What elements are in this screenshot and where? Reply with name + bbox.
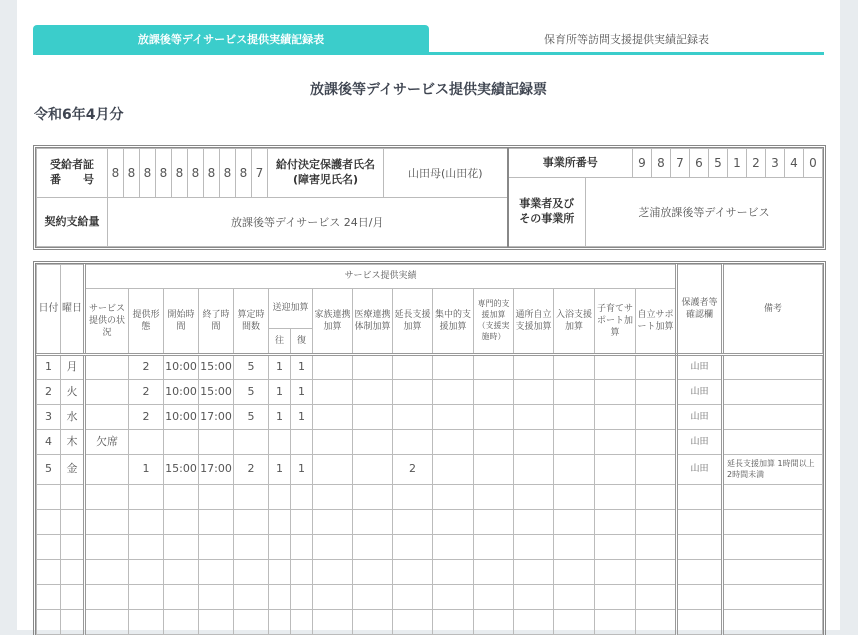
cell-start: 10:00: [164, 380, 199, 405]
cell-end: [199, 560, 234, 585]
cell-indepday: [514, 610, 554, 635]
cell-stamp: [677, 510, 723, 535]
cell-medical: [353, 510, 393, 535]
header-medical-addition: 医療連携体制加算: [353, 289, 393, 355]
cell-remarks: [723, 585, 823, 610]
header-childcare-addition: 子育てサポート加算: [595, 289, 636, 355]
cell-child: [595, 430, 636, 455]
cell-go: 1: [269, 405, 291, 430]
cell-bath: [554, 535, 595, 560]
header-transport-go: 往: [269, 329, 291, 355]
cell-child: [595, 585, 636, 610]
cell-start: [164, 560, 199, 585]
cell-medical: [353, 455, 393, 485]
cell-hours: [234, 535, 269, 560]
cell-stamp: 山田: [677, 405, 723, 430]
cell-hours: [234, 485, 269, 510]
cell-go: [269, 610, 291, 635]
cell-indep: [636, 485, 677, 510]
cell-stamp: [677, 610, 723, 635]
cell-indepday: [514, 485, 554, 510]
office-digit: 8: [652, 149, 671, 178]
cell-intensive: [433, 355, 474, 380]
cell-form: [129, 535, 164, 560]
cell-special: [474, 355, 514, 380]
table-row: [37, 380, 823, 405]
cell-back: 1: [291, 405, 313, 430]
cell-special: [474, 535, 514, 560]
provider-label: 事業者及び その事業所: [508, 178, 586, 247]
cell-special: [474, 430, 514, 455]
cell-back: 1: [291, 455, 313, 485]
cell-special: [474, 560, 514, 585]
cell-stamp: [677, 585, 723, 610]
header-independence-addition: 自立サポート加算: [636, 289, 677, 355]
cell-hours: 5: [234, 380, 269, 405]
cell-intensive: [433, 560, 474, 585]
cell-family: [313, 485, 353, 510]
cell-indep: [636, 610, 677, 635]
cell-status: [85, 380, 129, 405]
cell-end: 15:00: [199, 380, 234, 405]
cell-indepday: [514, 405, 554, 430]
office-number-label: 事業所番号: [508, 149, 633, 178]
cell-status: [85, 405, 129, 430]
cell-hours: [234, 585, 269, 610]
cell-hours: [234, 560, 269, 585]
cell-extend: [393, 485, 433, 510]
cell-remarks: [723, 560, 823, 585]
cell-child: [595, 405, 636, 430]
cell-start: 10:00: [164, 405, 199, 430]
office-digit: 4: [785, 149, 804, 178]
header-extension-addition: 延長支援加算: [393, 289, 433, 355]
info-table: [36, 148, 823, 247]
table-row: [37, 510, 823, 535]
recipient-digit: 8: [236, 149, 252, 198]
cell-end: 15:00: [199, 355, 234, 380]
cell-date: [37, 510, 61, 535]
cell-child: [595, 510, 636, 535]
recipient-digit: 7: [252, 149, 268, 198]
cell-family: [313, 380, 353, 405]
recipient-number-label: 受給者証 番 号: [37, 149, 108, 198]
recipient-digit: 8: [124, 149, 140, 198]
cell-intensive: [433, 455, 474, 485]
cell-go: [269, 585, 291, 610]
cell-remarks: [723, 405, 823, 430]
cell-medical: [353, 405, 393, 430]
cell-status: [85, 610, 129, 635]
header-transport: 送迎加算: [269, 289, 313, 329]
cell-dow: 木: [61, 430, 85, 455]
cell-child: [595, 610, 636, 635]
cell-special: [474, 380, 514, 405]
cell-dow: [61, 485, 85, 510]
cell-end: [199, 585, 234, 610]
header-transport-back: 復: [291, 329, 313, 355]
recipient-digit: 8: [220, 149, 236, 198]
cell-indep: [636, 560, 677, 585]
cell-end: [199, 485, 234, 510]
cell-child: [595, 355, 636, 380]
cell-go: [269, 510, 291, 535]
cell-indepday: [514, 510, 554, 535]
cell-extend: [393, 535, 433, 560]
office-digit: 2: [747, 149, 766, 178]
header-bath-addition: 入浴支援加算: [554, 289, 595, 355]
header-independence-day-addition: 通所自立支援加算: [514, 289, 554, 355]
provider-value: 芝浦放課後等デイサービス: [586, 178, 823, 247]
cell-family: [313, 510, 353, 535]
cell-medical: [353, 610, 393, 635]
cell-date: 3: [37, 405, 61, 430]
header-calc-hours: 算定時間数: [234, 289, 269, 355]
header-specialized-addition: 専門的支援加算（支援実施時）: [474, 289, 514, 355]
header-service-status: サービス提供の状況: [85, 289, 129, 355]
cell-go: [269, 485, 291, 510]
cell-extend: [393, 585, 433, 610]
cell-child: [595, 380, 636, 405]
cell-intensive: [433, 405, 474, 430]
cell-start: [164, 510, 199, 535]
cell-extend: 2: [393, 455, 433, 485]
cell-remarks: [723, 380, 823, 405]
cell-stamp: 山田: [677, 430, 723, 455]
cell-hours: 2: [234, 455, 269, 485]
cell-start: 10:00: [164, 355, 199, 380]
cell-back: [291, 585, 313, 610]
cell-medical: [353, 485, 393, 510]
header-service-form: 提供形態: [129, 289, 164, 355]
header-intensive-addition: 集中的支援加算: [433, 289, 474, 355]
cell-child: [595, 535, 636, 560]
cell-start: 15:00: [164, 455, 199, 485]
cell-indep: [636, 405, 677, 430]
cell-bath: [554, 610, 595, 635]
cell-date: [37, 535, 61, 560]
cell-medical: [353, 430, 393, 455]
cell-family: [313, 405, 353, 430]
header-service-record-group: サービス提供実績: [85, 265, 677, 289]
cell-indep: [636, 355, 677, 380]
cell-extend: [393, 355, 433, 380]
header-start-time: 開始時間: [164, 289, 199, 355]
cell-intensive: [433, 485, 474, 510]
cell-hours: 5: [234, 355, 269, 380]
office-digit: 7: [671, 149, 690, 178]
office-digit: 0: [804, 149, 823, 178]
cell-end: [199, 510, 234, 535]
cell-form: 1: [129, 455, 164, 485]
cell-stamp: [677, 560, 723, 585]
cell-end: [199, 535, 234, 560]
cell-medical: [353, 380, 393, 405]
cell-intensive: [433, 535, 474, 560]
cell-date: [37, 585, 61, 610]
cell-extend: [393, 380, 433, 405]
cell-family: [313, 585, 353, 610]
cell-dow: [61, 535, 85, 560]
cell-dow: 月: [61, 355, 85, 380]
cell-special: [474, 405, 514, 430]
cell-date: 4: [37, 430, 61, 455]
header-remarks: 備考: [723, 265, 823, 355]
cell-indep: [636, 510, 677, 535]
cell-form: [129, 610, 164, 635]
cell-indepday: [514, 560, 554, 585]
cell-intensive: [433, 510, 474, 535]
cell-status: [85, 355, 129, 380]
cell-date: [37, 560, 61, 585]
tab-bar: [33, 25, 824, 55]
cell-family: [313, 535, 353, 560]
recipient-digit: 8: [204, 149, 220, 198]
cell-form: [129, 585, 164, 610]
cell-hours: [234, 430, 269, 455]
header-family-addition: 家族連携加算: [313, 289, 353, 355]
cell-end: [199, 610, 234, 635]
recipient-digit: 8: [156, 149, 172, 198]
table-row: [37, 455, 823, 485]
recipient-digit: 8: [172, 149, 188, 198]
table-row: [37, 405, 823, 430]
cell-bath: [554, 430, 595, 455]
cell-bath: [554, 380, 595, 405]
cell-medical: [353, 355, 393, 380]
cell-dow: 金: [61, 455, 85, 485]
cell-child: [595, 485, 636, 510]
cell-dow: [61, 560, 85, 585]
cell-indep: [636, 455, 677, 485]
cell-start: [164, 585, 199, 610]
table-row: [37, 535, 823, 560]
cell-start: [164, 610, 199, 635]
cell-medical: [353, 585, 393, 610]
cell-dow: 火: [61, 380, 85, 405]
cell-form: 2: [129, 380, 164, 405]
cell-form: [129, 485, 164, 510]
cell-remarks: [723, 535, 823, 560]
cell-indepday: [514, 585, 554, 610]
recipient-digit: 8: [140, 149, 156, 198]
tab-after-school-record[interactable]: 放課後等デイサービス提供実績記録表: [33, 25, 429, 52]
cell-date: 1: [37, 355, 61, 380]
service-record-table: [36, 264, 823, 635]
cell-indepday: [514, 430, 554, 455]
cell-status: [85, 455, 129, 485]
cell-date: 5: [37, 455, 61, 485]
cell-date: [37, 485, 61, 510]
tab-nursery-visit-record[interactable]: 保育所等訪問支援提供実績記録表: [544, 32, 709, 46]
cell-child: [595, 560, 636, 585]
cell-go: 1: [269, 380, 291, 405]
cell-start: [164, 535, 199, 560]
header-date: 日付: [37, 265, 61, 355]
cell-stamp: [677, 485, 723, 510]
cell-bath: [554, 585, 595, 610]
cell-medical: [353, 535, 393, 560]
cell-remarks: [723, 610, 823, 635]
table-row: [37, 485, 823, 510]
cell-form: [129, 560, 164, 585]
contract-amount-label: 契約支給量: [37, 198, 108, 247]
cell-remarks: [723, 355, 823, 380]
recipient-digit: 8: [108, 149, 124, 198]
cell-indepday: [514, 455, 554, 485]
cell-back: 1: [291, 380, 313, 405]
cell-extend: [393, 430, 433, 455]
office-digit: 5: [709, 149, 728, 178]
cell-stamp: [677, 535, 723, 560]
cell-extend: [393, 610, 433, 635]
cell-status: [85, 510, 129, 535]
cell-form: 2: [129, 405, 164, 430]
cell-stamp: 山田: [677, 455, 723, 485]
header-end-time: 終了時間: [199, 289, 234, 355]
cell-special: [474, 510, 514, 535]
cell-child: [595, 455, 636, 485]
cell-special: [474, 455, 514, 485]
cell-back: [291, 535, 313, 560]
cell-hours: [234, 610, 269, 635]
cell-bath: [554, 355, 595, 380]
cell-end: 17:00: [199, 455, 234, 485]
cell-status: [85, 535, 129, 560]
cell-form: [129, 510, 164, 535]
cell-status: [85, 585, 129, 610]
cell-remarks: [723, 485, 823, 510]
recipient-digit: 8: [188, 149, 204, 198]
guardian-name-value: 山田母(山田花): [384, 149, 508, 198]
cell-intensive: [433, 610, 474, 635]
cell-go: [269, 430, 291, 455]
cell-family: [313, 610, 353, 635]
guardian-name-label: 給付決定保護者氏名 (障害児氏名): [268, 149, 384, 198]
cell-dow: [61, 610, 85, 635]
office-digit: 1: [728, 149, 747, 178]
cell-date: [37, 610, 61, 635]
table-row: [37, 610, 823, 635]
cell-go: 1: [269, 455, 291, 485]
table-row: [37, 355, 823, 380]
cell-start: [164, 430, 199, 455]
cell-dow: [61, 585, 85, 610]
cell-hours: 5: [234, 405, 269, 430]
office-digit: 6: [690, 149, 709, 178]
cell-back: [291, 485, 313, 510]
cell-stamp: 山田: [677, 380, 723, 405]
month-label: 令和6年4月分: [34, 107, 124, 123]
header-guardian-confirm: 保護者等確認欄: [677, 265, 723, 355]
cell-bath: [554, 405, 595, 430]
cell-bath: [554, 485, 595, 510]
cell-form: 2: [129, 355, 164, 380]
cell-family: [313, 355, 353, 380]
cell-end: 17:00: [199, 405, 234, 430]
cell-extend: [393, 405, 433, 430]
cell-remarks: 延長支援加算 1時間以上2時間未満: [723, 455, 823, 485]
table-row: [37, 585, 823, 610]
cell-back: [291, 610, 313, 635]
record-rows: [37, 355, 823, 635]
cell-intensive: [433, 380, 474, 405]
cell-status: [85, 560, 129, 585]
cell-back: 1: [291, 355, 313, 380]
cell-bath: [554, 455, 595, 485]
cell-back: [291, 430, 313, 455]
cell-extend: [393, 510, 433, 535]
cell-family: [313, 560, 353, 585]
cell-indep: [636, 535, 677, 560]
cell-dow: 水: [61, 405, 85, 430]
cell-go: [269, 560, 291, 585]
cell-indepday: [514, 355, 554, 380]
header-day-of-week: 曜日: [61, 265, 85, 355]
contract-amount-value: 放課後等デイサービス 24日/月: [108, 198, 508, 247]
cell-intensive: [433, 585, 474, 610]
cell-date: 2: [37, 380, 61, 405]
cell-indep: [636, 585, 677, 610]
cell-extend: [393, 560, 433, 585]
cell-status: [85, 485, 129, 510]
cell-special: [474, 585, 514, 610]
cell-indepday: [514, 535, 554, 560]
cell-family: [313, 430, 353, 455]
office-digit: 3: [766, 149, 785, 178]
cell-family: [313, 455, 353, 485]
cell-back: [291, 560, 313, 585]
table-row: [37, 560, 823, 585]
cell-go: [269, 535, 291, 560]
cell-go: 1: [269, 355, 291, 380]
cell-remarks: [723, 510, 823, 535]
cell-indep: [636, 380, 677, 405]
cell-start: [164, 485, 199, 510]
cell-end: [199, 430, 234, 455]
cell-hours: [234, 510, 269, 535]
cell-back: [291, 510, 313, 535]
cell-indep: [636, 430, 677, 455]
cell-bath: [554, 510, 595, 535]
cell-form: [129, 430, 164, 455]
cell-medical: [353, 560, 393, 585]
cell-indepday: [514, 380, 554, 405]
cell-stamp: 山田: [677, 355, 723, 380]
office-digit: 9: [633, 149, 652, 178]
cell-special: [474, 610, 514, 635]
cell-remarks: [723, 430, 823, 455]
table-row: [37, 430, 823, 455]
cell-intensive: [433, 430, 474, 455]
cell-bath: [554, 560, 595, 585]
cell-dow: [61, 510, 85, 535]
cell-special: [474, 485, 514, 510]
cell-status: 欠席: [85, 430, 129, 455]
page-title: 放課後等デイサービス提供実績記録票: [309, 82, 548, 98]
